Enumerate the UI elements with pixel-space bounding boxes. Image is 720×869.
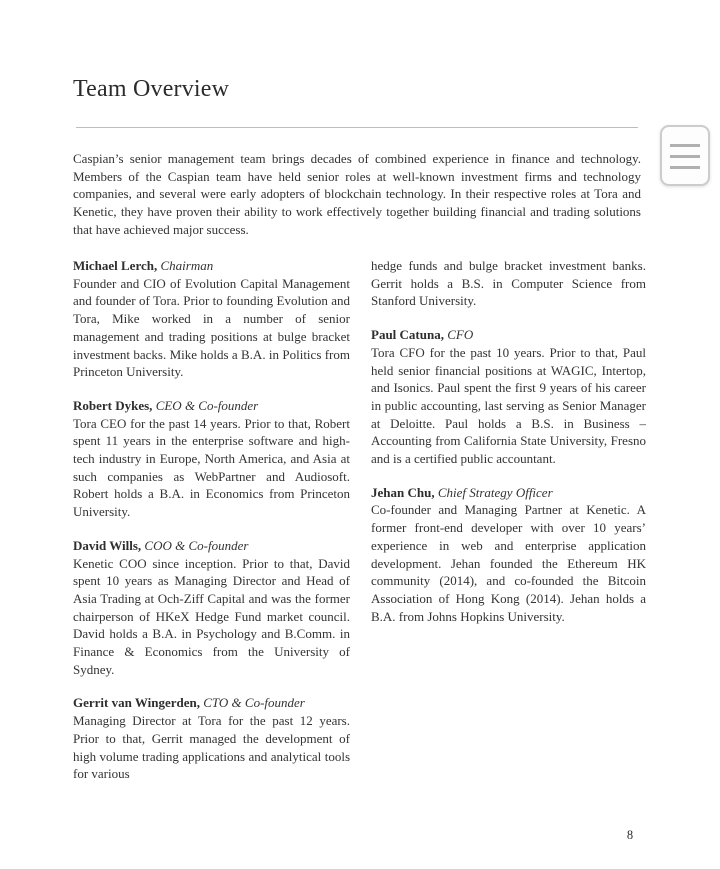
intro-paragraph: Caspian’s senior management team brings decades of combined experience in finance and technology. Members of the Caspian team have held senior roles at well-known investment firms and technology companies, and several were early adopters of blockchain technology. In their respective roles at Tora and Kenetic, they have proven their ability to work effectively together building financial and trading solutions that have achieved major success. [73,151,641,237]
member-title: COO & Co-founder [144,537,249,553]
outline-menu-button[interactable] [660,125,710,186]
member-heading [371,326,646,344]
member-paul-catuna [371,326,646,468]
member-bio: Managing Director at Tora for the past 12 years. Prior to that, Gerrit managed the development of high volume trading applications and analytical tools for various [73,713,350,782]
member-name: David Wills, [73,537,142,553]
hamburger-bar [670,155,700,158]
member-name: Gerrit van Wingerden, [73,695,200,711]
member-gerrit-van-wingerden [73,694,350,783]
member-name: Jehan Chu, [371,484,435,500]
member-robert-dykes [73,397,350,521]
two-column-layout [73,257,646,783]
member-title: Chief Strategy Officer [437,484,553,500]
bio-continuation-gerrit: hedge funds and bulge bracket investment banks. Gerrit holds a B.S. in Computer Science from Stanford University. [371,258,646,309]
member-title: CFO [447,327,474,343]
hamburger-bar [670,166,700,169]
member-heading [73,537,350,555]
page-number: 8 [626,828,634,842]
member-name: Michael Lerch, [73,258,158,273]
member-bio: Tora CFO for the past 10 years. Prior to that, Paul held senior financial positions at WAGIC, Intertop, and Isonics. Paul spent the first 9 years of his career in public accounting, last serving as Senior Manager at Deloitte. Paul holds a B.S. in Business – Accounting from California State University, Fresno and is a certified public accountant. [371,344,646,467]
hamburger-bar [670,144,700,147]
title-divider [76,127,638,128]
member-heading [73,694,350,712]
member-title: CTO & Co-founder [203,695,305,711]
member-bio: Co-founder and Managing Partner at Kenetic. A former front-end developer with over 10 years’ experience in web and enterprise application development. Jehan founded the Ethereum HK community (2014), and co-founded the Bitcoin Association of Hong Kong (2014). Jehan holds a B.A. from Johns Hopkins University. [371,502,646,624]
left-column [73,257,350,783]
member-bio: Tora CEO for the past 14 years. Prior to that, Robert spent 11 years in the enterprise software and high-tech industry in Europe, North America, and Asia at such companies as WebPartner and Audiosoft. Robert holds a B.A. in Economics from Princeton University. [73,415,350,520]
hamburger-icon [670,144,700,169]
member-title: CEO & Co-founder [155,397,259,413]
page-title: Team Overview [73,76,230,102]
member-michael-lerch [73,257,350,381]
member-bio: Kenetic COO since inception. Prior to that, David spent 10 years as Managing Director and Head of Asia Trading at Och-Ziff Capital and was the former chairperson of HKeX Hedge Fund market council. David holds a B.A. in Psychology and B.Comm. in Finance & Economics from the University of Sydney. [73,555,350,677]
member-name: Paul Catuna, [371,327,444,343]
member-bio: Founder and CIO of Evolution Capital Management and founder of Tora. Prior to founding Evolution and Tora, Mike worked in a number of senior management and trading positions at bulge bracket investment backs. Mike holds a B.A. in Politics from Princeton University. [73,275,350,380]
member-david-wills [73,537,350,679]
member-heading [73,257,350,275]
member-heading [371,484,646,502]
member-title: Chairman [160,258,214,273]
member-heading [73,397,350,415]
right-column [371,257,646,783]
member-name: Robert Dykes, [73,397,153,413]
member-jehan-chu [371,484,646,626]
